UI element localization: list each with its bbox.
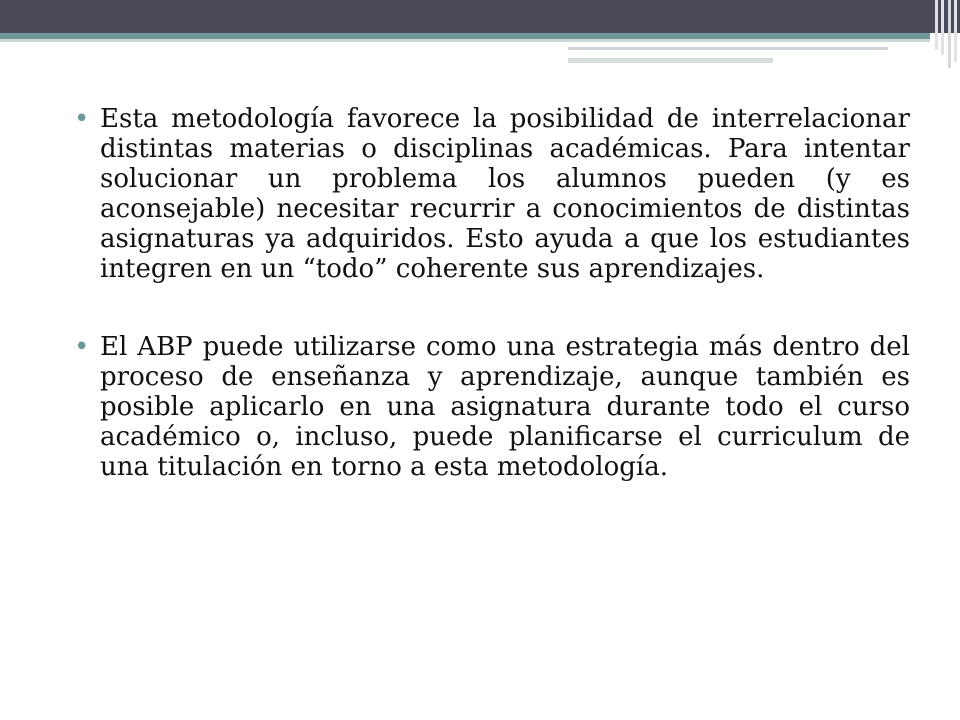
- header-bar: [0, 0, 960, 33]
- bullet-dot-icon: •: [74, 104, 90, 134]
- decorative-line: [568, 58, 773, 63]
- decorative-vertical-line: [948, 0, 951, 68]
- bullet-dot-icon: •: [74, 332, 90, 362]
- slide-body: [70, 104, 910, 482]
- decorative-vertical-line: [935, 0, 938, 50]
- decorative-line: [568, 47, 888, 50]
- bullet-text: Esta metodología favorece la posibilidad de interrelacionar distintas materias o disciplinas académicas. Para intentar solucionar un problema los alumnos pueden (y es aconsejable) necesitar recurrir a conocimientos de distintas asignaturas ya adquiridos. Esto ayuda a que los estudiantes integren en un “todo” coherente sus aprendizajes.: [100, 104, 910, 284]
- bullet-item: [70, 104, 910, 284]
- decorative-vertical-line: [941, 0, 944, 55]
- accent-shadow: [0, 39, 930, 42]
- bullet-item: [70, 332, 910, 482]
- bullet-text: El ABP puede utilizarse como una estrategia más dentro del proceso de enseñanza y aprendizaje, aunque también es posible aplicarlo en una asignatura durante todo el curso académico o, incluso, puede planificarse el curriculum de una titulación en torno a esta metodología.: [100, 332, 910, 482]
- decorative-vertical-line: [954, 0, 957, 62]
